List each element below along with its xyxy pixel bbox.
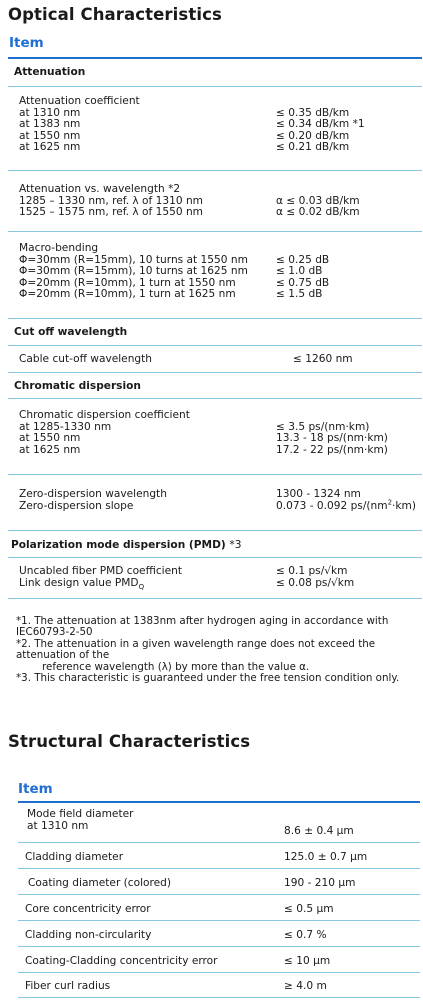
footnote-line: IEC60793-2-50 — [16, 626, 93, 639]
zero-dispersion-values — [276, 489, 416, 512]
slope-value-tail: ·km) — [392, 499, 416, 512]
struct-row-value: 190 - 210 µm — [284, 877, 356, 889]
zero-dispersion-labels — [19, 489, 167, 512]
param-label: at 1383 nm — [19, 118, 81, 131]
divider — [18, 946, 420, 947]
pmd-labels — [19, 566, 182, 589]
optical-item-label: Item — [9, 35, 44, 51]
divider — [8, 86, 422, 87]
param-label: Attenuation vs. wavelength *2 — [19, 183, 181, 195]
attenuation-heading: Attenuation — [14, 66, 86, 78]
divider — [8, 231, 422, 232]
macro-bending-values — [276, 255, 329, 301]
struct-row-value: ≤ 0.5 µm — [284, 903, 334, 915]
param-label: Uncabled fiber PMD coefficient — [19, 565, 182, 577]
param-label: at 1625 nm — [19, 443, 81, 456]
param-value: ≤ 0.08 ps/√km — [276, 576, 355, 589]
pmd-link-subscript: Q — [138, 582, 145, 591]
divider — [18, 894, 420, 895]
param-label: 1285 – 1330 nm, ref. λ of 1310 nm — [19, 194, 203, 207]
struct-row-value: ≤ 0.7 % — [284, 929, 327, 941]
struct-row-label — [27, 809, 133, 832]
divider — [18, 997, 420, 998]
divider — [18, 868, 420, 869]
macro-bending-labels — [19, 243, 248, 301]
param-label: Φ=30mm (R=15mm), 10 turns at 1625 nm — [19, 265, 248, 278]
divider — [8, 398, 422, 399]
divider — [18, 972, 420, 973]
cable-cutoff-label: Cable cut-off wavelength — [19, 353, 153, 365]
struct-row-label: Coating-Cladding concentricity error — [25, 955, 218, 967]
struct-row-value: ≥ 4.0 m — [284, 980, 327, 992]
divider — [8, 530, 422, 531]
param-value: ≤ 0.21 dB/km — [276, 141, 350, 154]
param-value: α ≤ 0.02 dB/km — [276, 206, 360, 219]
chromatic-heading: Chromatic dispersion — [14, 380, 141, 392]
param-value: α ≤ 0.03 dB/km — [276, 194, 360, 207]
divider — [18, 920, 420, 921]
pmd-link-label: Link design value PMD — [19, 576, 139, 589]
mode-field-label: Mode field diameter — [27, 808, 134, 820]
structural-item-label: Item — [18, 781, 53, 797]
divider — [8, 557, 422, 558]
param-label: Φ=20mm (R=10mm), 1 turn at 1625 nm — [19, 288, 236, 301]
struct-row-label: Coating diameter (colored) — [28, 877, 172, 889]
optical-title: Optical Characteristics — [8, 5, 222, 24]
footnote-line: *1. The attenuation at 1383nm after hydrogen aging in accordance with — [16, 615, 389, 627]
param-value: ≤ 0.25 dB — [276, 253, 330, 266]
slope-value-main: 0.073 - 0.092 ps/(nm — [276, 499, 388, 512]
struct-row-label: Cladding non-circularity — [25, 929, 152, 941]
struct-row-label: Fiber curl radius — [25, 980, 111, 992]
param-value: ≤ 0.35 dB/km — [276, 106, 350, 119]
param-value: 13.3 - 18 ps/(nm·km) — [276, 432, 388, 445]
param-label: Macro-bending — [19, 242, 99, 254]
mode-field-label-2: at 1310 nm — [27, 819, 89, 832]
param-label — [19, 578, 182, 590]
pmd-heading-text: Polarization mode dispersion (PMD) — [11, 539, 226, 551]
param-label: Φ=20mm (R=10mm), 1 turn at 1550 nm — [19, 276, 236, 289]
param-label: Attenuation coefficient — [19, 95, 140, 107]
chromatic-coefficient-values — [276, 422, 388, 457]
slope-superscript: 2 — [387, 498, 393, 507]
struct-row-label: Cladding diameter — [25, 851, 124, 863]
struct-row-value: ≤ 10 µm — [284, 955, 331, 967]
footnote-line: reference wavelength (λ) by more than the value α. — [42, 660, 310, 673]
divider — [8, 345, 422, 346]
divider — [8, 372, 422, 373]
divider — [8, 474, 422, 475]
param-value: ≤ 0.20 dB/km — [276, 129, 350, 142]
cable-cutoff-value: ≤ 1260 nm — [293, 353, 353, 365]
param-label: Chromatic dispersion coefficient — [19, 409, 190, 421]
param-value: ≤ 0.34 dB/km *1 — [276, 118, 365, 131]
pmd-values — [276, 566, 354, 589]
footnote-line: *2. The attenuation in a given wavelength range does not exceed the — [16, 637, 376, 650]
struct-row-label: Core concentricity error — [25, 903, 151, 915]
param-value: ≤ 0.75 dB — [276, 276, 330, 289]
divider — [8, 598, 422, 599]
param-value: 17.2 - 22 ps/(nm·km) — [276, 443, 388, 456]
struct-row-value: 8.6 ± 0.4 µm — [284, 825, 354, 837]
structural-title: Structural Characteristics — [8, 732, 251, 751]
param-label: Zero-dispersion wavelength — [19, 488, 167, 500]
param-label: Zero-dispersion slope — [19, 499, 134, 512]
chromatic-coefficient-labels — [19, 410, 190, 456]
attenuation-vs-wavelength-values — [276, 196, 360, 219]
optical-item-underline — [8, 57, 422, 59]
footnote-line: *3. This characteristic is guaranteed under the free tension condition only. — [16, 672, 400, 685]
param-value — [276, 498, 416, 513]
attenuation-vs-wavelength-labels — [19, 184, 203, 219]
divider — [18, 842, 420, 843]
param-label: at 1625 nm — [19, 141, 81, 154]
param-value: ≤ 1.5 dB — [276, 288, 323, 301]
footnotes — [16, 616, 399, 684]
divider — [8, 170, 422, 171]
cutoff-heading: Cut off wavelength — [14, 326, 128, 338]
param-value: 1300 - 1324 nm — [276, 488, 361, 500]
param-label: 1525 – 1575 nm, ref. λ of 1550 nm — [19, 206, 203, 219]
param-label: at 1550 nm — [19, 129, 81, 142]
param-value: ≤ 1.0 dB — [276, 265, 323, 278]
param-label: Φ=30mm (R=15mm), 10 turns at 1550 nm — [19, 253, 248, 266]
param-label: at 1285-1330 nm — [19, 420, 112, 433]
footnote-line: attenuation of the — [16, 649, 110, 662]
pmd-heading — [11, 539, 241, 551]
attenuation-coefficient-labels — [19, 96, 140, 154]
pmd-heading-note: *3 — [229, 539, 242, 551]
param-label: at 1310 nm — [19, 106, 81, 119]
param-value: ≤ 0.1 ps/√km — [276, 565, 348, 577]
attenuation-coefficient-values — [276, 108, 365, 154]
structural-item-underline — [18, 801, 420, 803]
divider — [8, 318, 422, 319]
struct-row-value: 125.0 ± 0.7 µm — [284, 851, 368, 863]
param-value: ≤ 3.5 ps/(nm·km) — [276, 420, 370, 433]
param-label: at 1550 nm — [19, 432, 81, 445]
